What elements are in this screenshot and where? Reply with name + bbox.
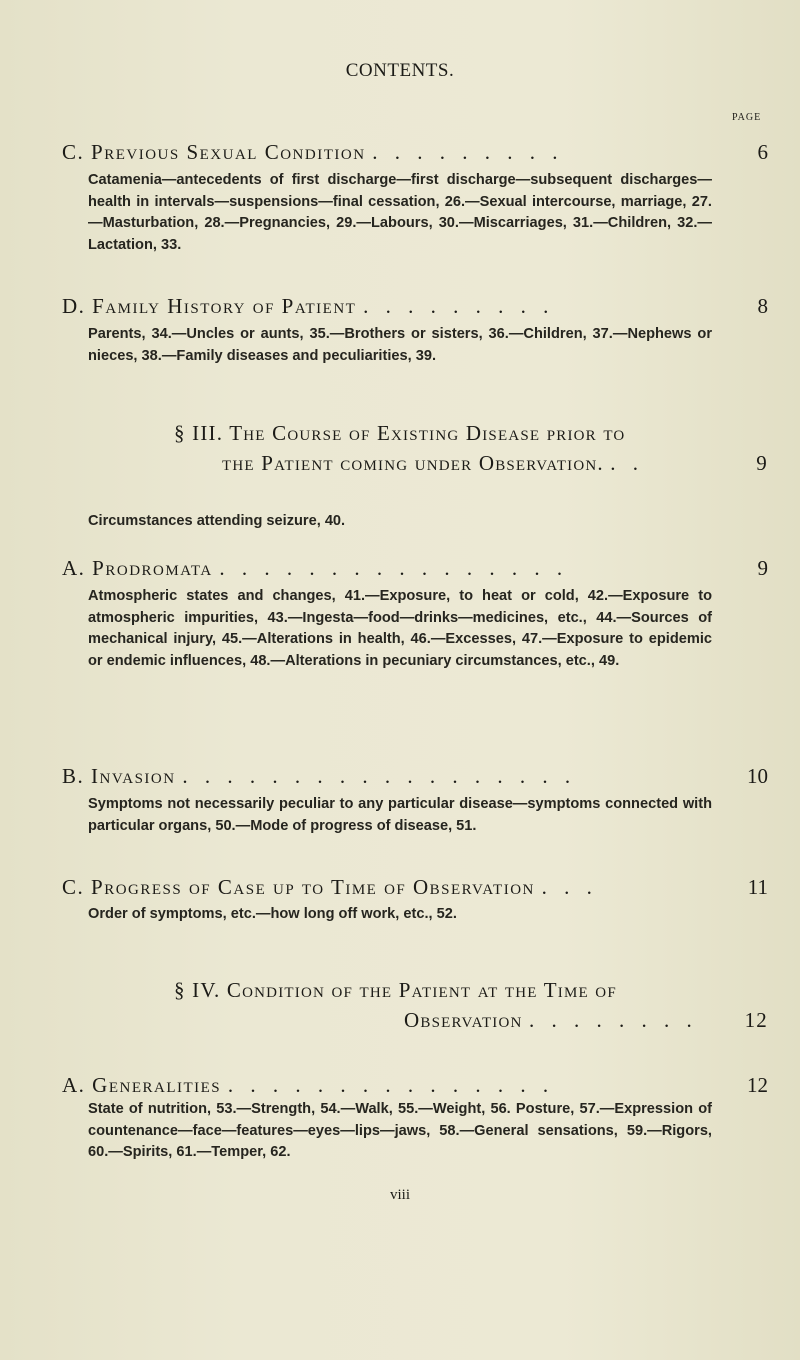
section-heading-line [174,1005,768,1035]
running-head: CONTENTS. [345,60,455,81]
section-heading-line: § III. The Course of Existing Disease prior to [174,421,626,445]
entry-description: State of nutrition, 53.—Strength, 54.—Walk, 55.—Weight, 56. Posture, 57.—Expression of countenance—face—features—eyes—lips—jaws, 58.—General sensations, 59.—Rigors, 60.—Spirits, 61.—Temper, 62. [88,1101,712,1161]
entry-description: Symptoms not necessarily peculiar to any particular disease—symptoms connected with particular organs, 50.—Mode of progress of disease, 51. [88,796,712,834]
entry-description: Order of symptoms, etc.—how long off work, etc., 52. [88,906,457,922]
entry-letter: C. [62,875,85,899]
section-iii-heading[interactable] [174,418,768,478]
section-heading-line [174,448,768,478]
toc-entry-previous-sexual-condition[interactable] [62,140,768,165]
toc-entry-prodromata[interactable] [62,556,768,581]
toc-entry-progress-of-case[interactable] [62,875,768,900]
leader-dots: . . . . . . . . . [363,294,555,318]
entry-title: Prodromata [92,556,213,580]
section-iv-heading[interactable] [174,975,768,1035]
section-heading-line: § IV. Condition of the Patient at the Time of [174,978,617,1002]
page-number: 9 [756,451,768,475]
leader-dots: . . . . . . . . . [372,140,564,164]
entry-description: Atmospheric states and changes, 41.—Exposure, to heat or cold, 42.—Exposure to atmospheric impurities, 43.—Ingesta—food—drinks—medicines, etc., 44.—Sources of mechanical injury, 45.—Alterations in health, 46.—Excesses, 47.—Exposure to epidemic or endemic influences, 48.—Alterations in pecuniary circumstances, etc., 49. [88,588,712,669]
entry-letter: A. [62,1073,86,1097]
entry-letter: C. [62,140,85,164]
page-number: 6 [757,140,768,164]
entry-title: Previous Sexual Condition [91,140,366,164]
leader-dots: . . . . . . . . . . . . . . . [227,1073,555,1097]
entry-letter: D. [62,294,86,318]
entry-title: Generalities [92,1073,222,1097]
entry-title: Progress of Case up to Time of Observation [91,875,535,899]
entry-title: Invasion [91,764,176,788]
leader-dots: . . . . . . . . . . . . . . . . . . [182,764,577,788]
toc-entry-invasion[interactable] [62,764,768,789]
leader-dots: . . . . . . . . . . . . . . . . [219,556,569,580]
page-number: 12 [747,1073,768,1097]
page-column-label: PAGE [732,112,762,123]
page-number: 12 [744,1008,768,1032]
page-number: 8 [757,294,768,318]
page-number: 11 [747,875,768,899]
toc-entry-generalities[interactable] [62,1073,768,1098]
leader-dots: . . [610,451,645,475]
entry-letter: B. [62,764,85,788]
page-number: 10 [747,764,768,788]
entry-title: Family History of Patient [92,294,357,318]
section-heading-text: Observation [404,1008,523,1032]
page-number: 9 [757,556,768,580]
entry-description: Catamenia—antecedents of first discharge—first discharge—subsequent discharges—health in intervals—suspensions—final cessation, 26.—Sexual intercourse, marriage, 27.—Masturbation, 28.—Pregnancies, 29.—Labours, 30.—Miscarriages, 31.—Children, 32.—Lactation, 33. [88,172,712,253]
section-heading-text: the Patient coming under Observation. [222,451,604,475]
entry-description: Circumstances attending seizure, 40. [88,513,346,529]
leader-dots: . . . [541,875,598,899]
entry-description: Parents, 34.—Uncles or aunts, 35.—Brothers or sisters, 36.—Children, 37.—Nephews or nieces, 38.—Family diseases and peculiarities, 39. [88,326,712,364]
page-folio: viii [389,1187,410,1203]
leader-dots: . . . . . . . . [529,1008,698,1032]
entry-letter: A. [62,556,86,580]
toc-entry-family-history[interactable] [62,294,768,319]
